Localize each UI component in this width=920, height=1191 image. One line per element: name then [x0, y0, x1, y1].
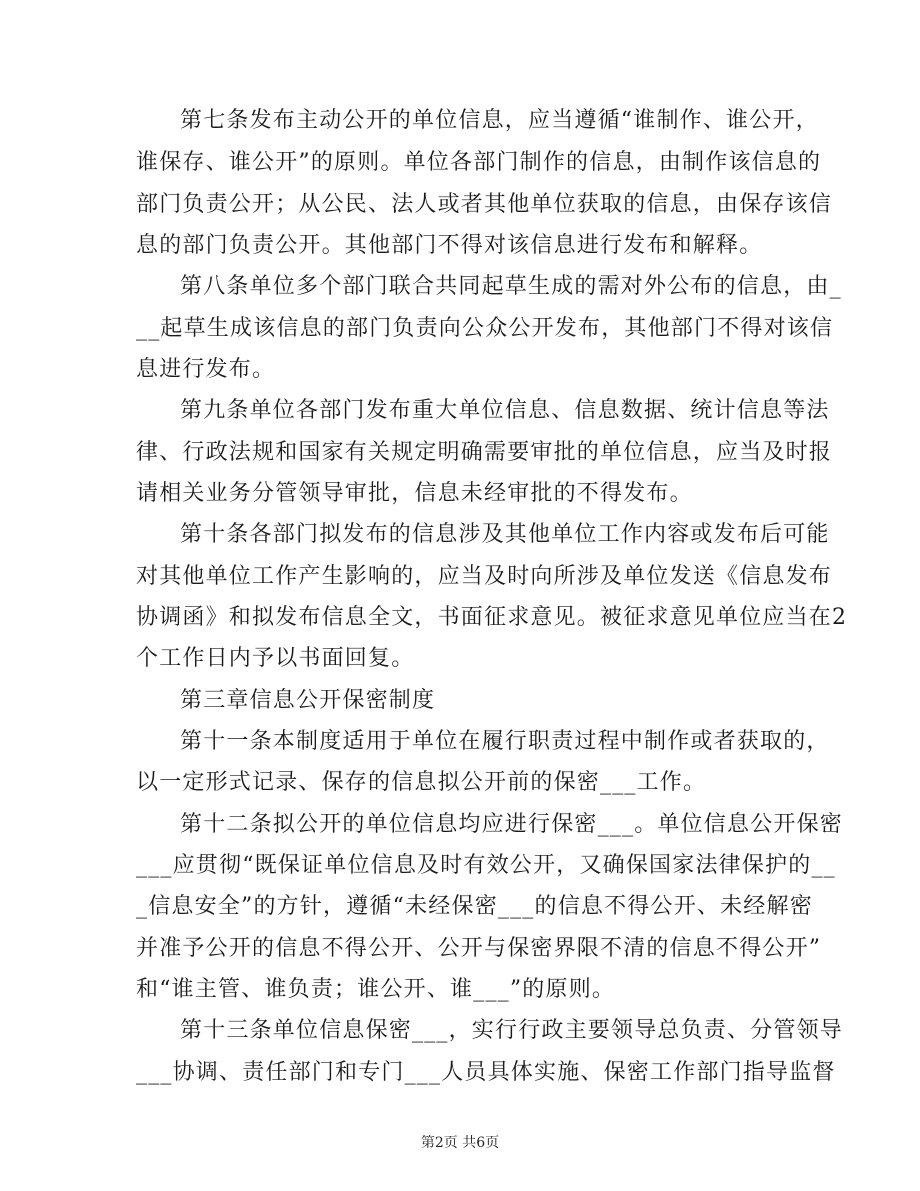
- paragraph-line: 第八条单位多个部门联合共同起草生成的需对外公布的信息，由_: [180, 274, 842, 299]
- paragraph-line: _信息安全”的方针，遵循“未经保密___的信息不得公开、未经解密: [136, 894, 813, 919]
- paragraph-line: 谁保存、谁公开”的原则。单位各部门制作的信息，由制作该信息的: [136, 150, 822, 175]
- paragraph-line: 并准予公开的信息不得公开、公开与保密界限不清的信息不得公开”: [136, 936, 822, 961]
- paragraph-line: 第十三条单位信息保密___，实行行政主要领导总负责、分管领导: [180, 1018, 844, 1043]
- paragraph-line: 息进行发布。: [136, 357, 276, 382]
- paragraph-line: 以一定形式记录、保存的信息拟公开前的保密___工作。: [136, 770, 707, 795]
- paragraph-line: ___协调、责任部门和专门___人员具体实施、保密工作部门指导监督: [136, 1060, 836, 1085]
- paragraph-line: 第十一条本制度适用于单位在履行职责过程中制作或者获取的，: [180, 729, 830, 754]
- paragraph-line: 个工作日内予以书面回复。: [136, 646, 415, 671]
- paragraph-line: ___应贯彻“既保证单位信息及时有效公开，又确保国家法律保护的__: [136, 853, 836, 878]
- paragraph-line: 第九条单位各部门发布重大单位信息、信息数据、统计信息等法: [180, 398, 830, 423]
- paragraph-line: 和“谁主管、谁负责；谁公开、谁___”的原则。: [136, 977, 616, 1002]
- paragraph-line: 第十二条拟公开的单位信息均应进行保密___。单位信息公开保密: [180, 812, 844, 837]
- paragraph-line: __起草生成该信息的部门负责向公众公开发布，其他部门不得对该信: [136, 316, 834, 341]
- paragraph-line: 第十条各部门拟发布的信息涉及其他单位工作内容或发布后可能: [180, 522, 830, 547]
- paragraph-line: 律、行政法规和国家有关规定明确需要审批的单位信息，应当及时报: [136, 440, 833, 465]
- paragraph-line: 协调函》和拟发布信息全文，书面征求意见。被征求意见单位应当在2: [136, 605, 848, 630]
- paragraph-line: 部门负责公开；从公民、法人或者其他单位获取的信息，由保存该信: [136, 192, 833, 217]
- page-number: 第2页 共6页: [420, 1135, 500, 1151]
- paragraph-line: 第七条发布主动公开的单位信息，应当遵循“谁制作、谁公开，: [180, 108, 819, 133]
- paragraph-line: 请相关业务分管领导审批，信息未经审批的不得发布。: [136, 481, 693, 506]
- paragraph-line: 对其他单位工作产生影响的，应当及时向所涉及单位发送《信息发布: [136, 564, 833, 589]
- paragraph-line: 息的部门负责公开。其他部门不得对该信息进行发布和解释。: [136, 233, 763, 258]
- chapter-heading: 第三章信息公开保密制度: [180, 688, 436, 713]
